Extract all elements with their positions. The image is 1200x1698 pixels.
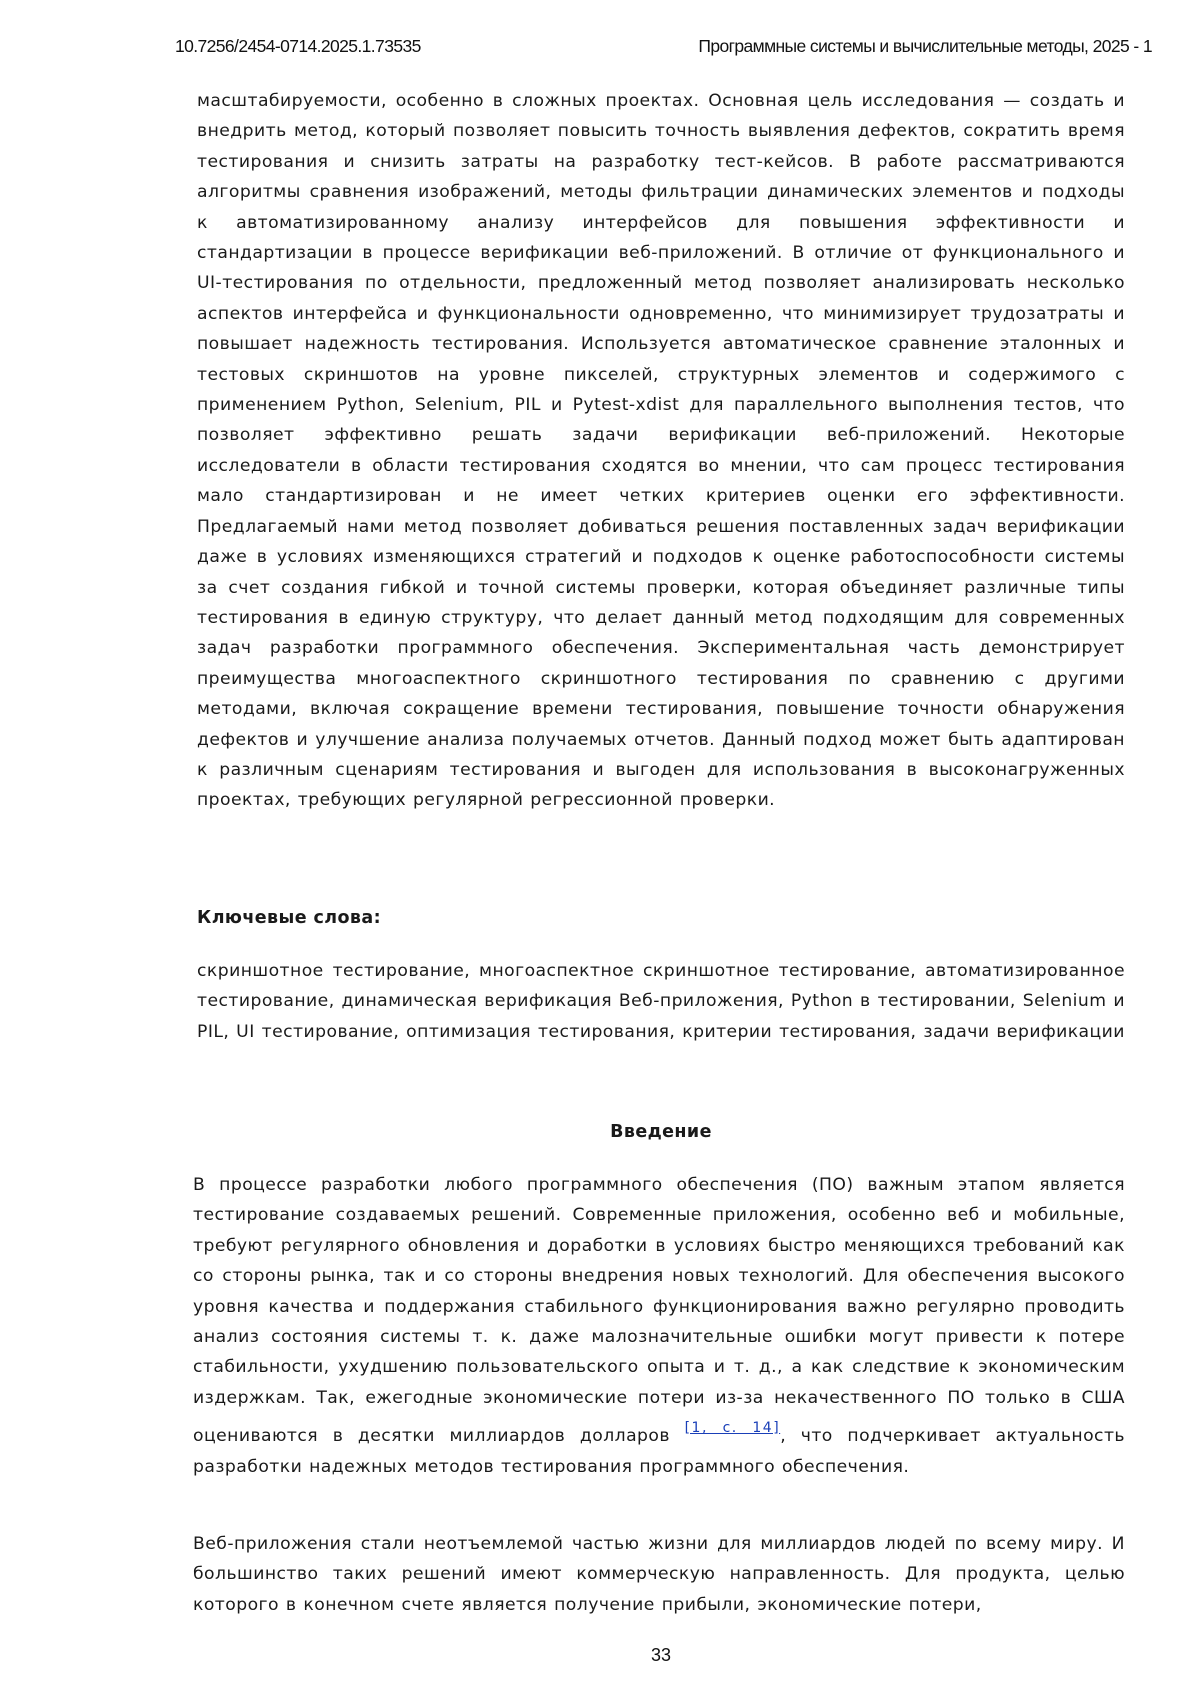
abstract-paragraph: масштабируемости, особенно в сложных проектах. Основная цель исследования — создать и внедрить метод, который позволяет повысить точность выявления дефектов, сократить время тестирования и снизить затраты на разработку тест-кейсов. В работе рассматриваются алгоритмы сравнения изображений, методы фильтрации динамических элементов и подходы к автоматизированному анализу интерфейсов для повышения эффективности и стандартизации в процессе верификации веб-приложений. В отличие от функционального и UI-тестирования по отдельности, предложенный метод позволяет анализировать несколько аспектов интерфейса и функциональности одновременно, что минимизирует трудозатраты и повышает надежность тестирования. Используется автоматическое сравнение эталонных и тестовых скриншотов на уровне пикселей, структурных элементов и содержимого с применением Python, Selenium, PIL и Pytest-xdist для параллельного выполнения тестов, что позволяет эффективно решать задачи верификации веб-приложений. Некоторые исследователи в области тестирования сходятся во мнении, что сам процесс тестирования мало стандартизирован и не имеет четких критериев оценки его эффективности. Предлагаемый нами метод позволяет добиваться решения поставленных задач верификации даже в условиях изменяющихся стратегий и подходов к оценке работоспособности системы за счет создания гибкой и точной системы проверки, которая объединяет различные типы тестирования в единую структуру, что делает данный метод подходящим для современных задач разработки программного обеспечения. Экспериментальная часть демонстрирует преимущества многоаспектного скриншотного тестирования по сравнению с другими методами, включая сокращение времени тестирования, повышение точности обнаружения дефектов и улучшение анализа получаемых отчетов. Данный подход может быть адаптирован к различным сценариям тестирования и выгоден для использования в высоконагруженных проектах, требующих регулярной регрессионной проверки. (197, 91, 1125, 811)
introduction-paragraph-1-text (193, 1170, 1125, 1482)
keywords-list: скриншотное тестирование, многоаспектное скриншотное тестирование, автоматизированное тестирование, динамическая верификация Веб-приложения, Python в тестировании, Selenium и PIL, UI тестирование, оптимизация тестирования, критерии тестирования, задачи верификации (197, 961, 1125, 1042)
introduction-paragraph-1 (193, 1170, 1125, 1482)
introduction-heading: Введение (610, 1122, 712, 1142)
keywords-section (197, 956, 1125, 1047)
introduction-text-after-citation: , что подчеркивает актуальность разработки надежных методов тестирования программного обеспечения. (193, 1426, 1125, 1477)
keywords-heading: Ключевые слова: (197, 908, 381, 928)
introduction-paragraph-2-text: Веб-приложения стали неотъемлемой частью жизни для миллиардов людей по всему миру. И большинство таких решений имеют коммерческую направленность. Для продукта, целью которого в конечном счете является получение прибыли, экономические потери, (193, 1534, 1125, 1615)
citation-link[interactable]: [1, с. 14] (684, 1420, 781, 1437)
page-number: 33 (650, 1645, 672, 1665)
running-header (175, 36, 1152, 60)
introduction-paragraph-2 (193, 1529, 1125, 1620)
introduction-text-before-citation: В процессе разработки любого программного обеспечения (ПО) важным этапом является тестирование создаваемых решений. Современные приложения, особенно веб и мобильные, требуют регулярного обновления и доработки в условиях быстро меняющихся требований как со стороны рынка, так и со стороны внедрения новых технологий. Для обеспечения высокого уровня качества и поддержания стабильного функционирования важно регулярно проводить анализ состояния системы т. к. даже малозначительные ошибки могут привести к потере стабильности, ухудшению пользовательского опыта и т. д., а как следствие к экономическим издержкам. Так, ежегодные экономические потери из-за некачественного ПО только в США оцениваются в десятки миллиардов долларов (193, 1175, 1125, 1447)
journal-title: Программные системы и вычислительные методы, 2025 - 1 (698, 36, 1152, 56)
doi-label: 10.7256/2454-0714.2025.1.73535 (175, 36, 421, 56)
abstract-section (197, 86, 1125, 816)
